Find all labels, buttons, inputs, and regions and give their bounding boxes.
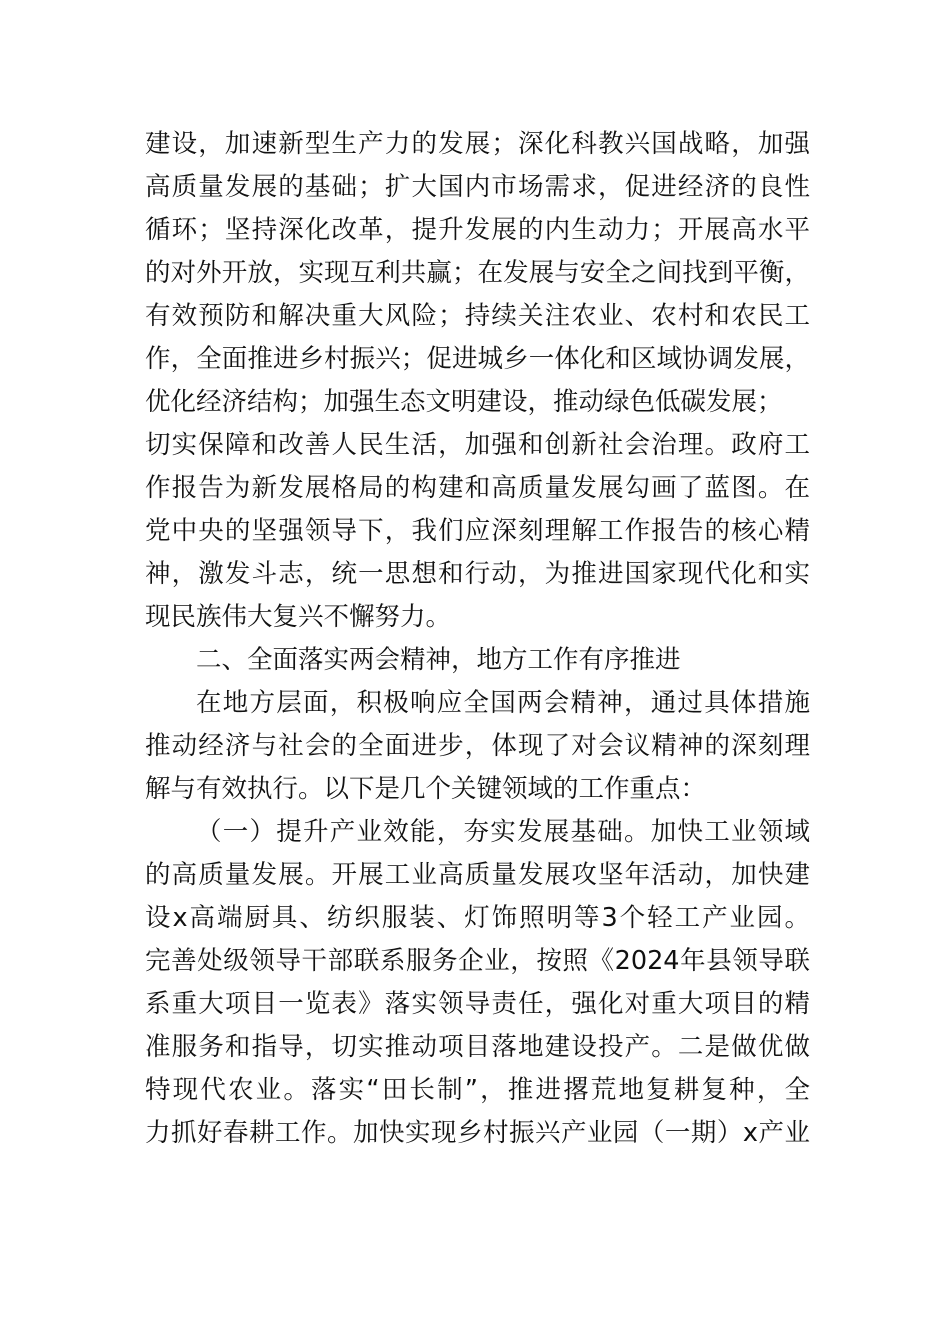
text-line: 建设，加速新型生产力的发展；深化科教兴国战略，加强 [145,129,810,159]
text-line: 力抓好春耕工作。加快实现乡村振兴产业园（一期）x产业 [145,1118,810,1148]
text-line: 高质量发展的基础；扩大国内市场需求，促进经济的良性 [145,172,810,202]
text-line: 有效预防和解决重大风险；持续关注农业、农村和农民工 [145,301,810,331]
text-line: 党中央的坚强领导下，我们应深刻理解工作报告的核心精 [145,516,810,546]
text-line: 作，全面推进乡村振兴；促进城乡一体化和区域协调发展， [145,344,810,374]
text-line: 在地方层面，积极响应全国两会精神，通过具体措施 [196,688,810,718]
text-line: 特现代农业。落实“田长制”，推进撂荒地复耕复种，全 [145,1075,810,1105]
text-line: 优化经济结构；加强生态文明建设，推动绿色低碳发展； [145,387,783,417]
text-line: 现民族伟大复兴不懈努力。 [145,602,452,632]
text-line: 系重大项目一览表》落实领导责任，强化对重大项目的精 [145,989,810,1019]
text-line: 切实保障和改善人民生活，加强和创新社会治理。政府工 [145,430,810,460]
text-line: （一）提升产业效能，夯实发展基础。加快工业领域 [196,817,810,847]
text-line: 循环；坚持深化改革，提升发展的内生动力；开展高水平 [145,215,810,245]
text-line: 准服务和指导，切实推动项目落地建设投产。二是做优做 [145,1032,810,1062]
text-line: 神，激发斗志，统一思想和行动，为推进国家现代化和实 [145,559,810,589]
text-line: 作报告为新发展格局的构建和高质量发展勾画了蓝图。在 [145,473,810,503]
text-line: 的高质量发展。开展工业高质量发展攻坚年活动，加快建 [145,860,810,890]
text-line: 的对外开放，实现互利共赢；在发展与安全之间找到平衡， [145,258,810,288]
text-line: 推动经济与社会的全面进步，体现了对会议精神的深刻理 [145,731,810,761]
text-line: 设x高端厨具、纺织服装、灯饰照明等3个轻工产业园。 [145,903,810,933]
text-line: 解与有效执行。以下是几个关键领域的工作重点： [145,774,707,804]
text-line: 完善处级领导干部联系服务企业，按照《2024年县领导联 [145,946,810,976]
section-heading: 二、全面落实两会精神，地方工作有序推进 [196,645,681,675]
